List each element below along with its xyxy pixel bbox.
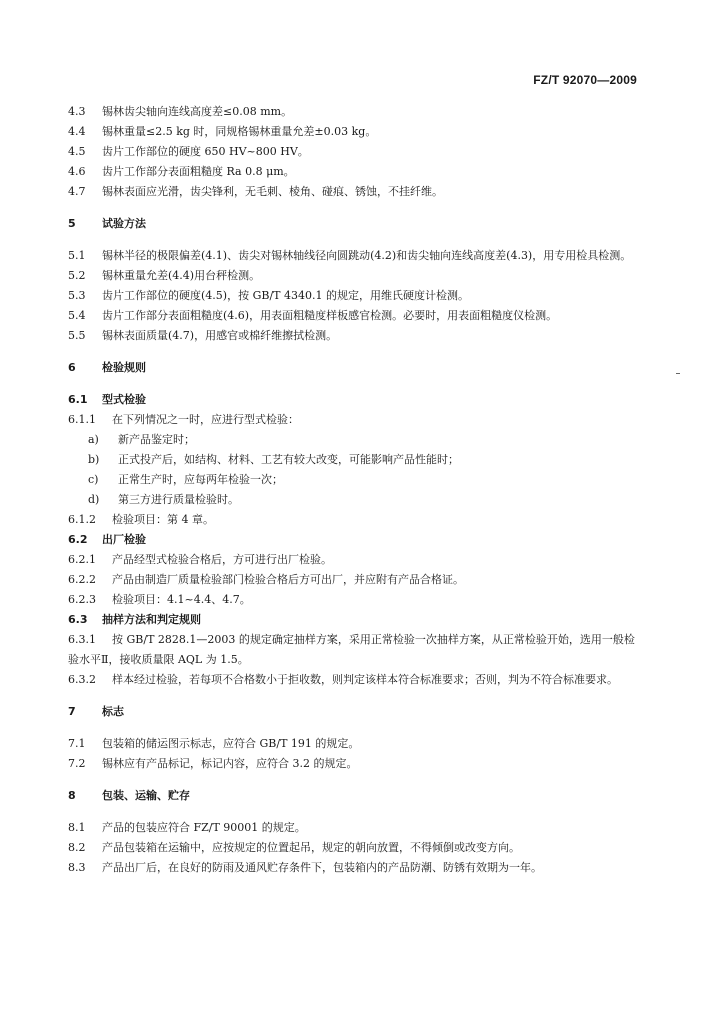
clause-8-1: [68, 818, 644, 838]
clause-number: 4.6: [68, 165, 86, 178]
list-item-d: [68, 490, 644, 510]
clause-5-2: [68, 266, 644, 286]
section-title: 试验方法: [102, 217, 146, 230]
clause-number: 6.2.1: [68, 553, 96, 566]
list-item-text: 新产品鉴定时；: [118, 433, 195, 446]
section-number: 5: [68, 217, 76, 230]
clause-number: 7.1: [68, 737, 86, 750]
clause-6-2-1: [68, 550, 644, 570]
section-heading-7: [68, 702, 644, 722]
clause-text: 齿片工作部分表面粗糙度 Ra 0.8 μm。: [102, 165, 295, 178]
clause-number: 5.5: [68, 329, 86, 342]
clause-text: 齿片工作部位的硬度 650 HV~800 HV。: [102, 145, 309, 158]
standard-code-header: FZ/T 92070—2009: [533, 73, 637, 87]
section-number: 6: [68, 361, 76, 374]
clause-7-1: [68, 734, 644, 754]
clause-6-1-1: [68, 410, 644, 430]
clause-number: 6.2.3: [68, 593, 96, 606]
clause-number: 6.1.2: [68, 513, 96, 526]
subsection-title: 出厂检验: [102, 533, 146, 546]
clause-6-3-1: [68, 630, 644, 670]
section-number: 8: [68, 789, 76, 802]
clause-number: 5.3: [68, 289, 86, 302]
list-marker: d): [88, 493, 100, 506]
subsection-title: 型式检验: [102, 393, 146, 406]
clause-number: 5.1: [68, 249, 86, 262]
subsection-number: 6.3: [68, 613, 88, 626]
clause-text: 样本经过检验，若每项不合格数小于拒收数，则判定该样本符合标准要求；否则，判为不符合标准要求。: [112, 673, 618, 686]
clause-number: 4.3: [68, 105, 86, 118]
clause-number: 5.2: [68, 269, 86, 282]
clause-number: 4.5: [68, 145, 86, 158]
clause-text: 锡林重量允差(4.4)用台秤检测。: [102, 269, 261, 282]
list-item-text: 正常生产时，应每两年检验一次；: [118, 473, 283, 486]
clause-number: 8.3: [68, 861, 86, 874]
clause-text: 产品出厂后，在良好的防雨及通风贮存条件下，包装箱内的产品防潮、防锈有效期为一年。: [102, 861, 542, 874]
clause-4-4: [68, 122, 644, 142]
clause-6-2-2: [68, 570, 644, 590]
clause-text: 锡林半径的极限偏差(4.1)、齿尖对锡林轴线径向圆跳动(4.2)和齿尖轴向连线高度差(4.3)，用专用检具检测。: [102, 249, 632, 262]
clause-text: 产品的包装应符合 FZ/T 90001 的规定。: [102, 821, 306, 834]
subsection-heading-6-3: [68, 610, 644, 630]
section-heading-8: [68, 786, 644, 806]
clause-5-4: [68, 306, 644, 326]
clause-4-5: [68, 142, 644, 162]
clause-text: 产品由制造厂质量检验部门检验合格后方可出厂，并应附有产品合格证。: [112, 573, 464, 586]
section-title: 检验规则: [102, 361, 146, 374]
clause-text: 齿片工作部位的硬度(4.5)，按 GB/T 4340.1 的规定，用维氏硬度计检测。: [102, 289, 469, 302]
section-heading-6: [68, 358, 644, 378]
clause-text: 按 GB/T 2828.1—2003 的规定确定抽样方案，采用正常检验一次抽样方案，从正常检验开始，选用一般检验水平Ⅱ，接收质量限 AQL 为 1.5。: [68, 633, 635, 666]
clause-6-2-3: [68, 590, 644, 610]
clause-8-3: [68, 858, 644, 878]
clause-number: 8.2: [68, 841, 86, 854]
clause-number: 6.2.2: [68, 573, 96, 586]
clause-text: 检验项目：第 4 章。: [112, 513, 214, 526]
list-marker: a): [88, 433, 99, 446]
list-item-text: 第三方进行质量检验时。: [118, 493, 239, 506]
section-heading-5: [68, 214, 644, 234]
clause-number: 4.4: [68, 125, 86, 138]
clause-6-1-2: [68, 510, 644, 530]
clause-text: 锡林表面应光滑，齿尖锋利，无毛刺、棱角、碰痕、锈蚀，不挂纤维。: [102, 185, 443, 198]
list-item-text: 正式投产后，如结构、材料、工艺有较大改变，可能影响产品性能时；: [118, 453, 459, 466]
subsection-number: 6.1: [68, 393, 88, 406]
scan-margin-mark: [676, 373, 680, 374]
clause-6-3-2: [68, 670, 644, 690]
clause-number: 8.1: [68, 821, 86, 834]
list-marker: b): [88, 453, 100, 466]
clause-text: 齿片工作部分表面粗糙度(4.6)，用表面粗糙度样板感官检测。必要时，用表面粗糙度仪检测。: [102, 309, 558, 322]
clause-7-2: [68, 754, 644, 774]
clause-number: 5.4: [68, 309, 86, 322]
clause-text: 锡林齿尖轴向连线高度差≤0.08 mm。: [102, 105, 293, 118]
clause-number: 7.2: [68, 757, 86, 770]
clause-5-3: [68, 286, 644, 306]
clause-text: 锡林应有产品标记，标记内容，应符合 3.2 的规定。: [102, 757, 358, 770]
section-title: 标志: [102, 705, 124, 718]
clause-4-3: [68, 102, 644, 122]
clause-number: 6.1.1: [68, 413, 96, 426]
clause-8-2: [68, 838, 644, 858]
clause-number: 6.3.2: [68, 673, 96, 686]
section-number: 7: [68, 705, 76, 718]
list-item-c: [68, 470, 644, 490]
document-body: [68, 102, 644, 878]
clause-text: 产品经型式检验合格后，方可进行出厂检验。: [112, 553, 332, 566]
subsection-heading-6-1: [68, 390, 644, 410]
clause-5-1: [68, 246, 644, 266]
subsection-heading-6-2: [68, 530, 644, 550]
clause-text: 检验项目：4.1~4.4、4.7。: [112, 593, 251, 606]
clause-text: 锡林表面质量(4.7)，用感官或棉纤维擦拭检测。: [102, 329, 338, 342]
subsection-number: 6.2: [68, 533, 88, 546]
clause-4-7: [68, 182, 644, 202]
list-marker: c): [88, 473, 99, 486]
clause-text: 产品包装箱在运输中，应按规定的位置起吊，规定的朝向放置，不得倾倒或改变方向。: [102, 841, 520, 854]
clause-text: 包装箱的储运图示标志，应符合 GB/T 191 的规定。: [102, 737, 360, 750]
list-item-a: [68, 430, 644, 450]
list-item-b: [68, 450, 644, 470]
clause-text: 在下列情况之一时，应进行型式检验：: [112, 413, 299, 426]
clause-4-6: [68, 162, 644, 182]
section-title: 包装、运输、贮存: [102, 789, 190, 802]
clause-number: 6.3.1: [68, 633, 96, 646]
subsection-title: 抽样方法和判定规则: [102, 613, 201, 626]
clause-5-5: [68, 326, 644, 346]
clause-number: 4.7: [68, 185, 86, 198]
clause-text: 锡林重量≤2.5 kg 时，同规格锡林重量允差±0.03 kg。: [102, 125, 377, 138]
